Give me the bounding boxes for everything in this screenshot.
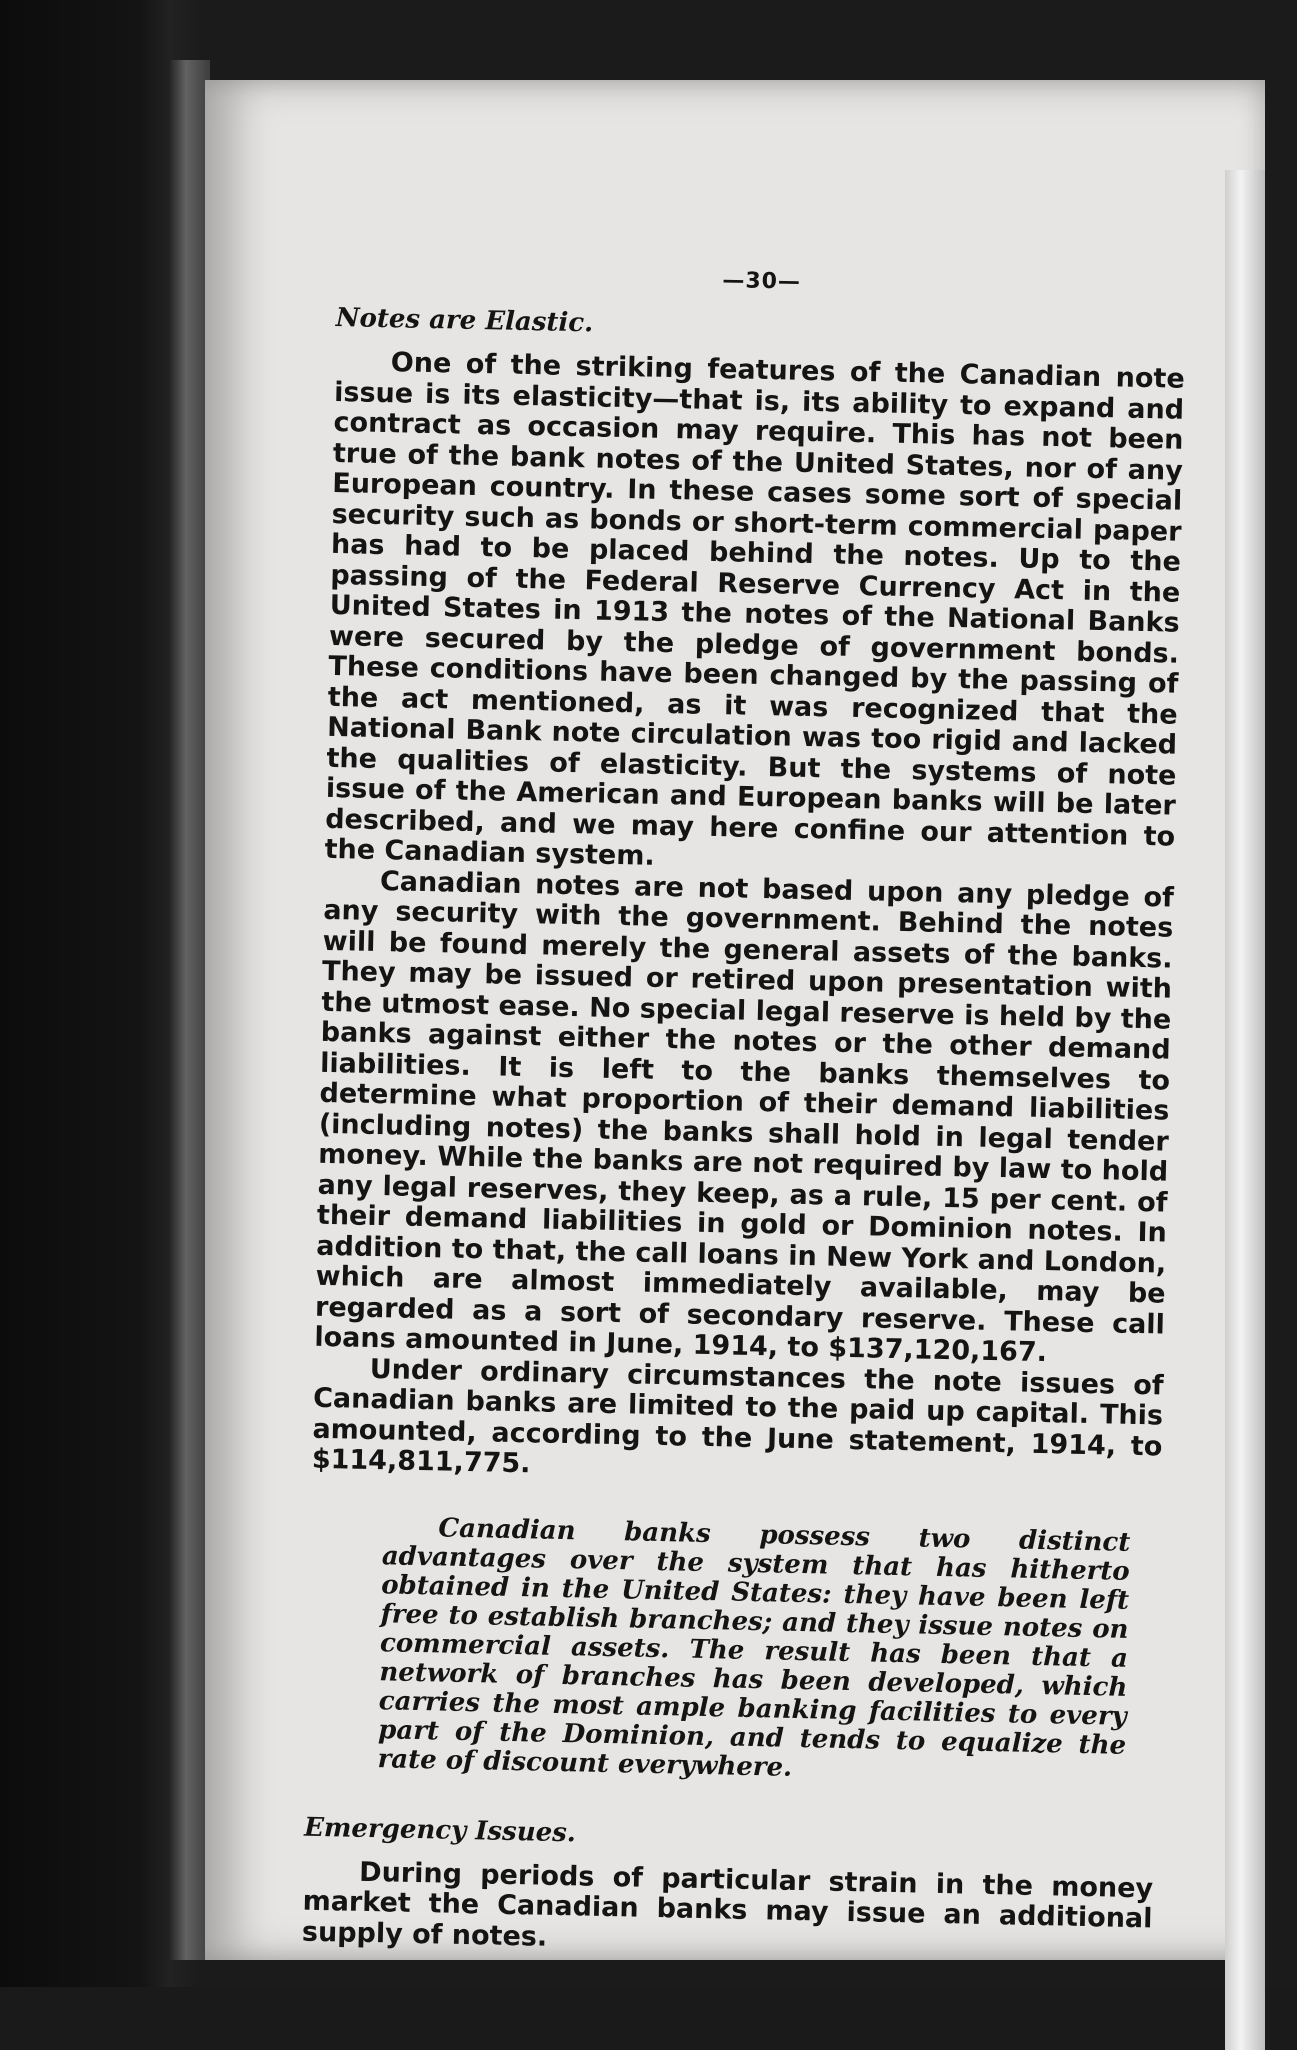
book-binding [170,60,210,1960]
paragraph-elasticity: One of the striking features of the Canadian note issue is its elasticity—that is, its ability to expand and contract as occasion may require. This has not been true of the bank notes of the United States, nor of any European country. In these cases some sort of special security such as bonds or short-term commercial paper has had to be placed behind the notes. Up to the passing of the Federal Reserve Currency Act in the United States in 1913 the notes of the National Banks were secured by the pledge of government bonds. These conditions have been changed by the passing of the act mentioned, as it was recognized that the National Bank note circulation was too rigid and lacked the qualities of elasticity. But the systems of note issue of the American and European banks will be later described, and we may here confine our attention to the Canadian system. [324,347,1186,872]
paragraph-emergency: During periods of particular strain in the money market the Canadian banks may issue an additional supply of notes. [301,1856,1154,1953]
section-heading-emergency-issues: Emergency Issues. [303,1812,577,1848]
paragraph-ordinary-circumstances: Under ordinary circumstances the note issues of Canadian banks are limited to the paid up capital. This amounted, according to the June statement, 1914, to $114,811,775. [311,1353,1164,1480]
page-edge [1225,170,1265,2050]
italic-quote-canadian-banks: Canadian banks possess two distinct advantages over the system that has hitherto obtained in the United States: they have been left free to establish branches; and they issue notes on commercial assets. The result has been that a network of branches has been developed, which carries the most ample banking facilities to every part of the Dominion, and tends to equalize the rate of discount everywhere. [377,1512,1131,1783]
page-number: —30— [722,268,802,295]
page-text [302,260,1187,1965]
book-page [205,80,1265,1960]
paragraph-canadian-notes: Canadian notes are not based upon any pledge of any security with the government. Behind the notes will be found merely the general assets of the banks. They may be issued or retired upon presentation with the utmost ease. No special legal reserve is held by the banks against either the notes or the other demand liabilities. It is left to the banks themselves to determine what proportion of their demand liabilities (including notes) the banks shall hold in legal tender money. While the banks are not required by law to hold any legal reserves, they keep, as a rule, 15 per cent. of their demand liabilities in gold or Dominion notes. In addition to that, the call loans in New York and London, which are almost immediately available, may be regarded as a sort of secondary reserve. These call loans amounted in June, 1914, to $137,120,167. [314,865,1175,1369]
section-heading-notes-elastic: Notes are Elastic. [335,302,594,339]
